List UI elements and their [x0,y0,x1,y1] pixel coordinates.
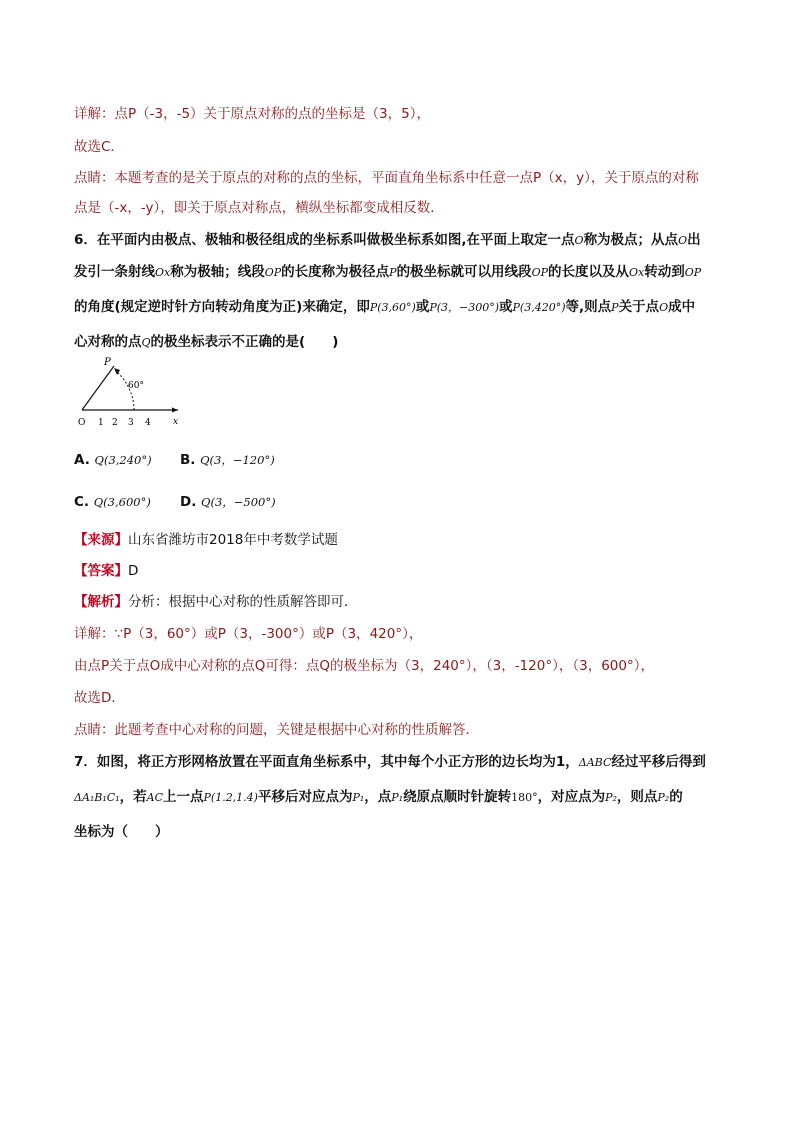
source-text: 山东省潍坊市2018年中考数学试题 [128,532,338,548]
point-p-label: P [104,357,111,368]
tick-4: 4 [145,418,151,428]
answer-text: D [128,563,139,579]
q7-line2: ΔA₁B₁C₁，若AC上一点P(1.2,1.4)平移后对应点为P₁，点P₁绕原点顺时针旋转180°，对应点为P₂，则点P₂的 [74,789,683,805]
polar-figure [74,356,184,428]
source-line [74,528,338,548]
answer-tag: 【答案】 [74,563,128,579]
tick-3: 3 [128,418,134,428]
choice-a[interactable]: A. Q(3,240°) [74,452,152,468]
analysis-tag: 【解析】 [74,594,128,610]
polar-axis-arrow [172,408,178,413]
q6-line4: 心对称的点Q的极坐标表示不正确的是( ) [74,334,339,350]
prev-detail: 详解：点P（-3，-5）关于原点对称的点的坐标是（3，5）， [74,106,430,122]
angle-label: 60° [128,381,144,391]
tick-2: 2 [112,418,118,428]
choice-b[interactable]: B. Q(3，−120°) [180,452,275,468]
arc-arrowhead [114,368,120,375]
q6-line3: 的角度(规定逆时针方向转动角度为正)来确定，即P(3,60°)或P(3，−300°)或P(3,420°)等,则点P关于点O成中 [74,299,696,315]
angle-arc [117,372,134,410]
tick-x: x [173,417,179,427]
analysis-line [74,590,358,610]
q6-note: 点睛：此题考查中心对称的问题，关键是根据中心对称的性质解答． [74,722,479,738]
q6-line2: 发引一条射线Ox称为极轴；线段OP的长度称为极径点P的极坐标就可以用线段OP的长度以及从Ox转动到OP [74,264,702,280]
tick-1: 1 [98,418,104,428]
q7-line1: 7．如图，将正方形网格放置在平面直角坐标系中，其中每个小正方形的边长均为1，ΔABC经过平移后得到 [74,754,706,770]
prev-note-line1: 点睛：本题考查的是关于原点的对称的点的坐标，平面直角坐标系中任意一点P（x，y），关于原点的对称 [74,170,699,186]
q6-conclusion: 故选D． [74,690,125,706]
q6-detail: 详解：∵P（3，60°）或P（3，-300°）或P（3，420°）， [74,626,423,642]
source-tag: 【来源】 [74,532,128,548]
prev-note-line2: 点是（-x，-y），即关于原点对称点，横纵坐标都变成相反数． [74,200,444,216]
answer-line [74,559,138,579]
prev-conclusion: 故选C． [74,139,124,155]
choice-d[interactable]: D. Q(3，−500°) [180,494,276,510]
q7-line3: 坐标为（ ） [74,824,169,840]
q6-derive: 由点P关于点O成中心对称的点Q可得：点Q的极坐标为（3，240°），（3，-120°），（3，600°）， [74,658,654,674]
ray-op [82,366,114,410]
tick-o: O [78,418,86,428]
choice-c[interactable]: C. Q(3,600°) [74,494,151,510]
q6-line1: 6．在平面内由极点、极轴和极径组成的坐标系叫做极坐标系如图,在平面上取定一点O称为极点；从点O出 [74,232,701,248]
analysis-text: 分析：根据中心对称的性质解答即可． [128,594,358,610]
